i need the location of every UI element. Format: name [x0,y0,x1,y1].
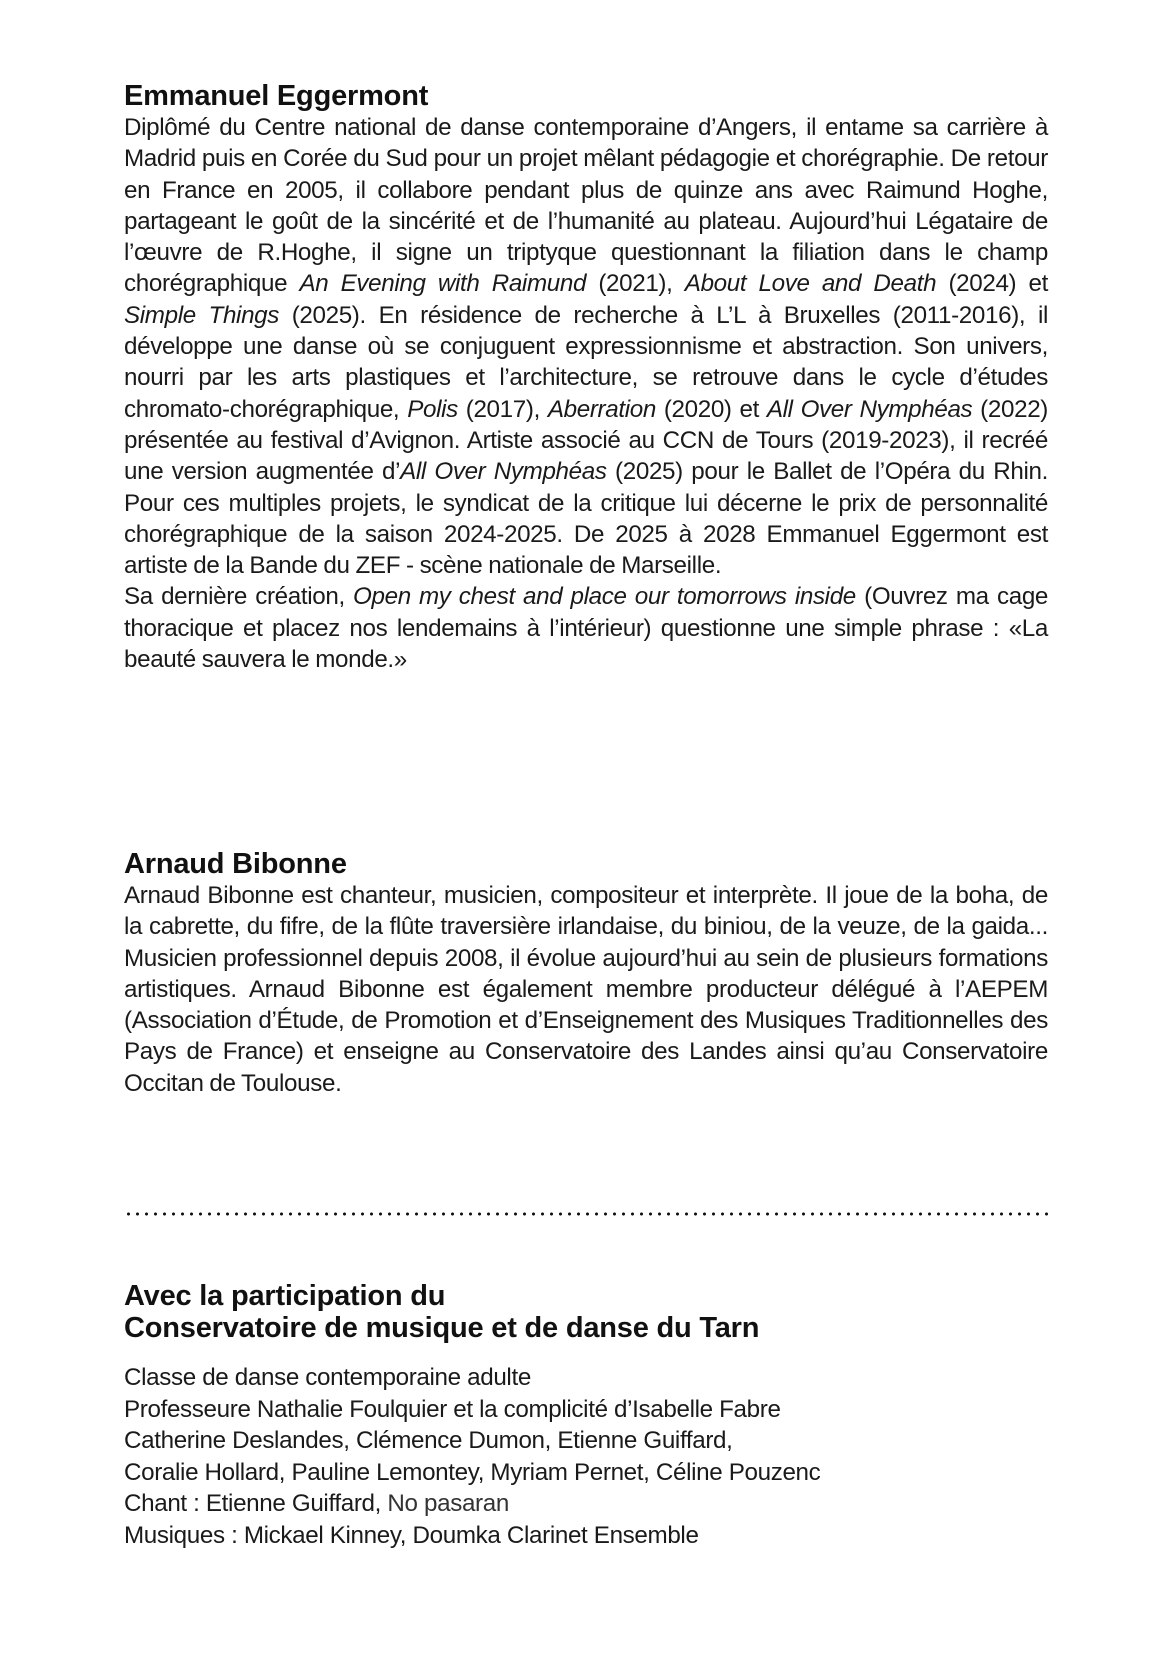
section-title-bibonne: Arnaud Bibonne [124,848,347,880]
credit-line: Classe de danse contemporaine adulte [124,1364,531,1391]
bio-text: Sa dernière création, [124,583,354,611]
credit-line: Professeure Nathalie Foulquier et la complicité d’Isabelle Fabre [124,1395,781,1423]
credit-text: Chant : Etienne Guiffard, [124,1490,388,1517]
credit-text-light: No pasaran [387,1490,509,1517]
dotted-divider [124,1212,1048,1216]
work-title: Open my chest and place our tomorrows inside [353,583,856,611]
work-title: Polis [407,395,458,423]
title-line-2: Conservatoire de musique et de danse du Tarn [124,1312,760,1344]
title-line-1: Avec la participation du [124,1280,446,1312]
credit-line: Catherine Deslandes, Clémence Dumon, Etienne Guiffard, [124,1427,733,1454]
bio-eggermont-paragraph-2 [124,581,1048,675]
section-title-participation [124,1280,1048,1344]
bio-text: Diplômé du Centre national de danse contemporaine d’Angers, il entame sa carrière à Madrid puis en Corée du Sud pour un projet mêlant pédagogie et chorégraphie. De retour en France en 2005, il collabore pendant plus de quinze ans avec Raimund Hoghe, partageant le goût de la sincérité et de l’humanité au plateau. Aujourd’hui Légataire de l’œuvre de R.Hoghe, il signe un triptyque questionnant la filiation dans le champ chorégraphique [124,114,1048,298]
bio-text: (2024) et [936,270,1049,298]
bio-text: (2017), [457,395,548,423]
work-title: All Over Nymphéas [400,458,607,486]
bio-bibonne: Arnaud Bibonne est chanteur, musicien, compositeur et interprète. Il joue de la boha, de la cabrette, du fifre, de la flûte traversière irlandaise, du biniou, de la veuze, de la gaida... Musicien professionnel depuis 2008, il évolue aujourd’hui au sein de plusieurs formations artistiques. Arnaud Bibonne est également membre producteur délégué à l’AEPEM (Association d’Étude, de Promotion et d’Enseignement des Musiques Traditionnelles des Pays de France) et enseigne au Conservatoire des Landes ainsi qu’au Conservatoire Occitan de Toulouse. [124,882,1048,1097]
bio-text: (Ouvrez ma cage thoracique et placez nos lendemains à l’intérieur) questionne une simple phrase : «La beauté sauvera le monde.» [124,583,1049,674]
bio-text: (2022) présentée au festival d’Avignon. Artiste associé au CCN de Tours (2019-2023), il recréé une version augmentée d’ [124,395,1048,486]
work-title: All Over Nymphéas [766,395,973,423]
credits-list [124,1362,1048,1551]
bio-text: (2025) pour le Ballet de l’Opéra du Rhin. Pour ces multiples projets, le syndicat de la critique lui décerne le prix de personnalité chorégraphique de la saison 2024-2025. De 2025 à 2028 Emmanuel Eggermont est artiste de la Bande du ZEF - scène nationale de Marseille. [124,458,1048,580]
credit-line: Musiques : Mickael Kinney, Doumka Clarinet Ensemble [124,1521,699,1549]
work-title: Simple Things [124,301,280,329]
bio-text: (2021), [586,270,685,298]
section-title-eggermont: Emmanuel Eggermont [124,80,429,112]
bio-text: (2020) et [655,395,767,423]
work-title: About Love and Death [684,270,937,298]
section-emmanuel-eggermont [124,80,1048,675]
bio-eggermont-paragraph-1 [124,112,1048,581]
section-arnaud-bibonne [124,848,1048,1099]
bio-text: (2025). En résidence de recherche à L’L à Bruxelles (2011-2016), il développe une danse où se conjuguent expressionnisme et abstraction. Son univers, nourri par les arts plastiques et l’architecture, se retrouve dans le cycle d’études chromato-chorégraphique, [124,301,1048,423]
credit-line: Coralie Hollard, Pauline Lemontey, Myriam Pernet, Céline Pouzenc [124,1458,821,1486]
credit-line [124,1488,1048,1520]
work-title: Aberration [547,395,656,423]
section-participation [124,1280,1048,1551]
work-title: An Evening with Raimund [299,270,587,298]
